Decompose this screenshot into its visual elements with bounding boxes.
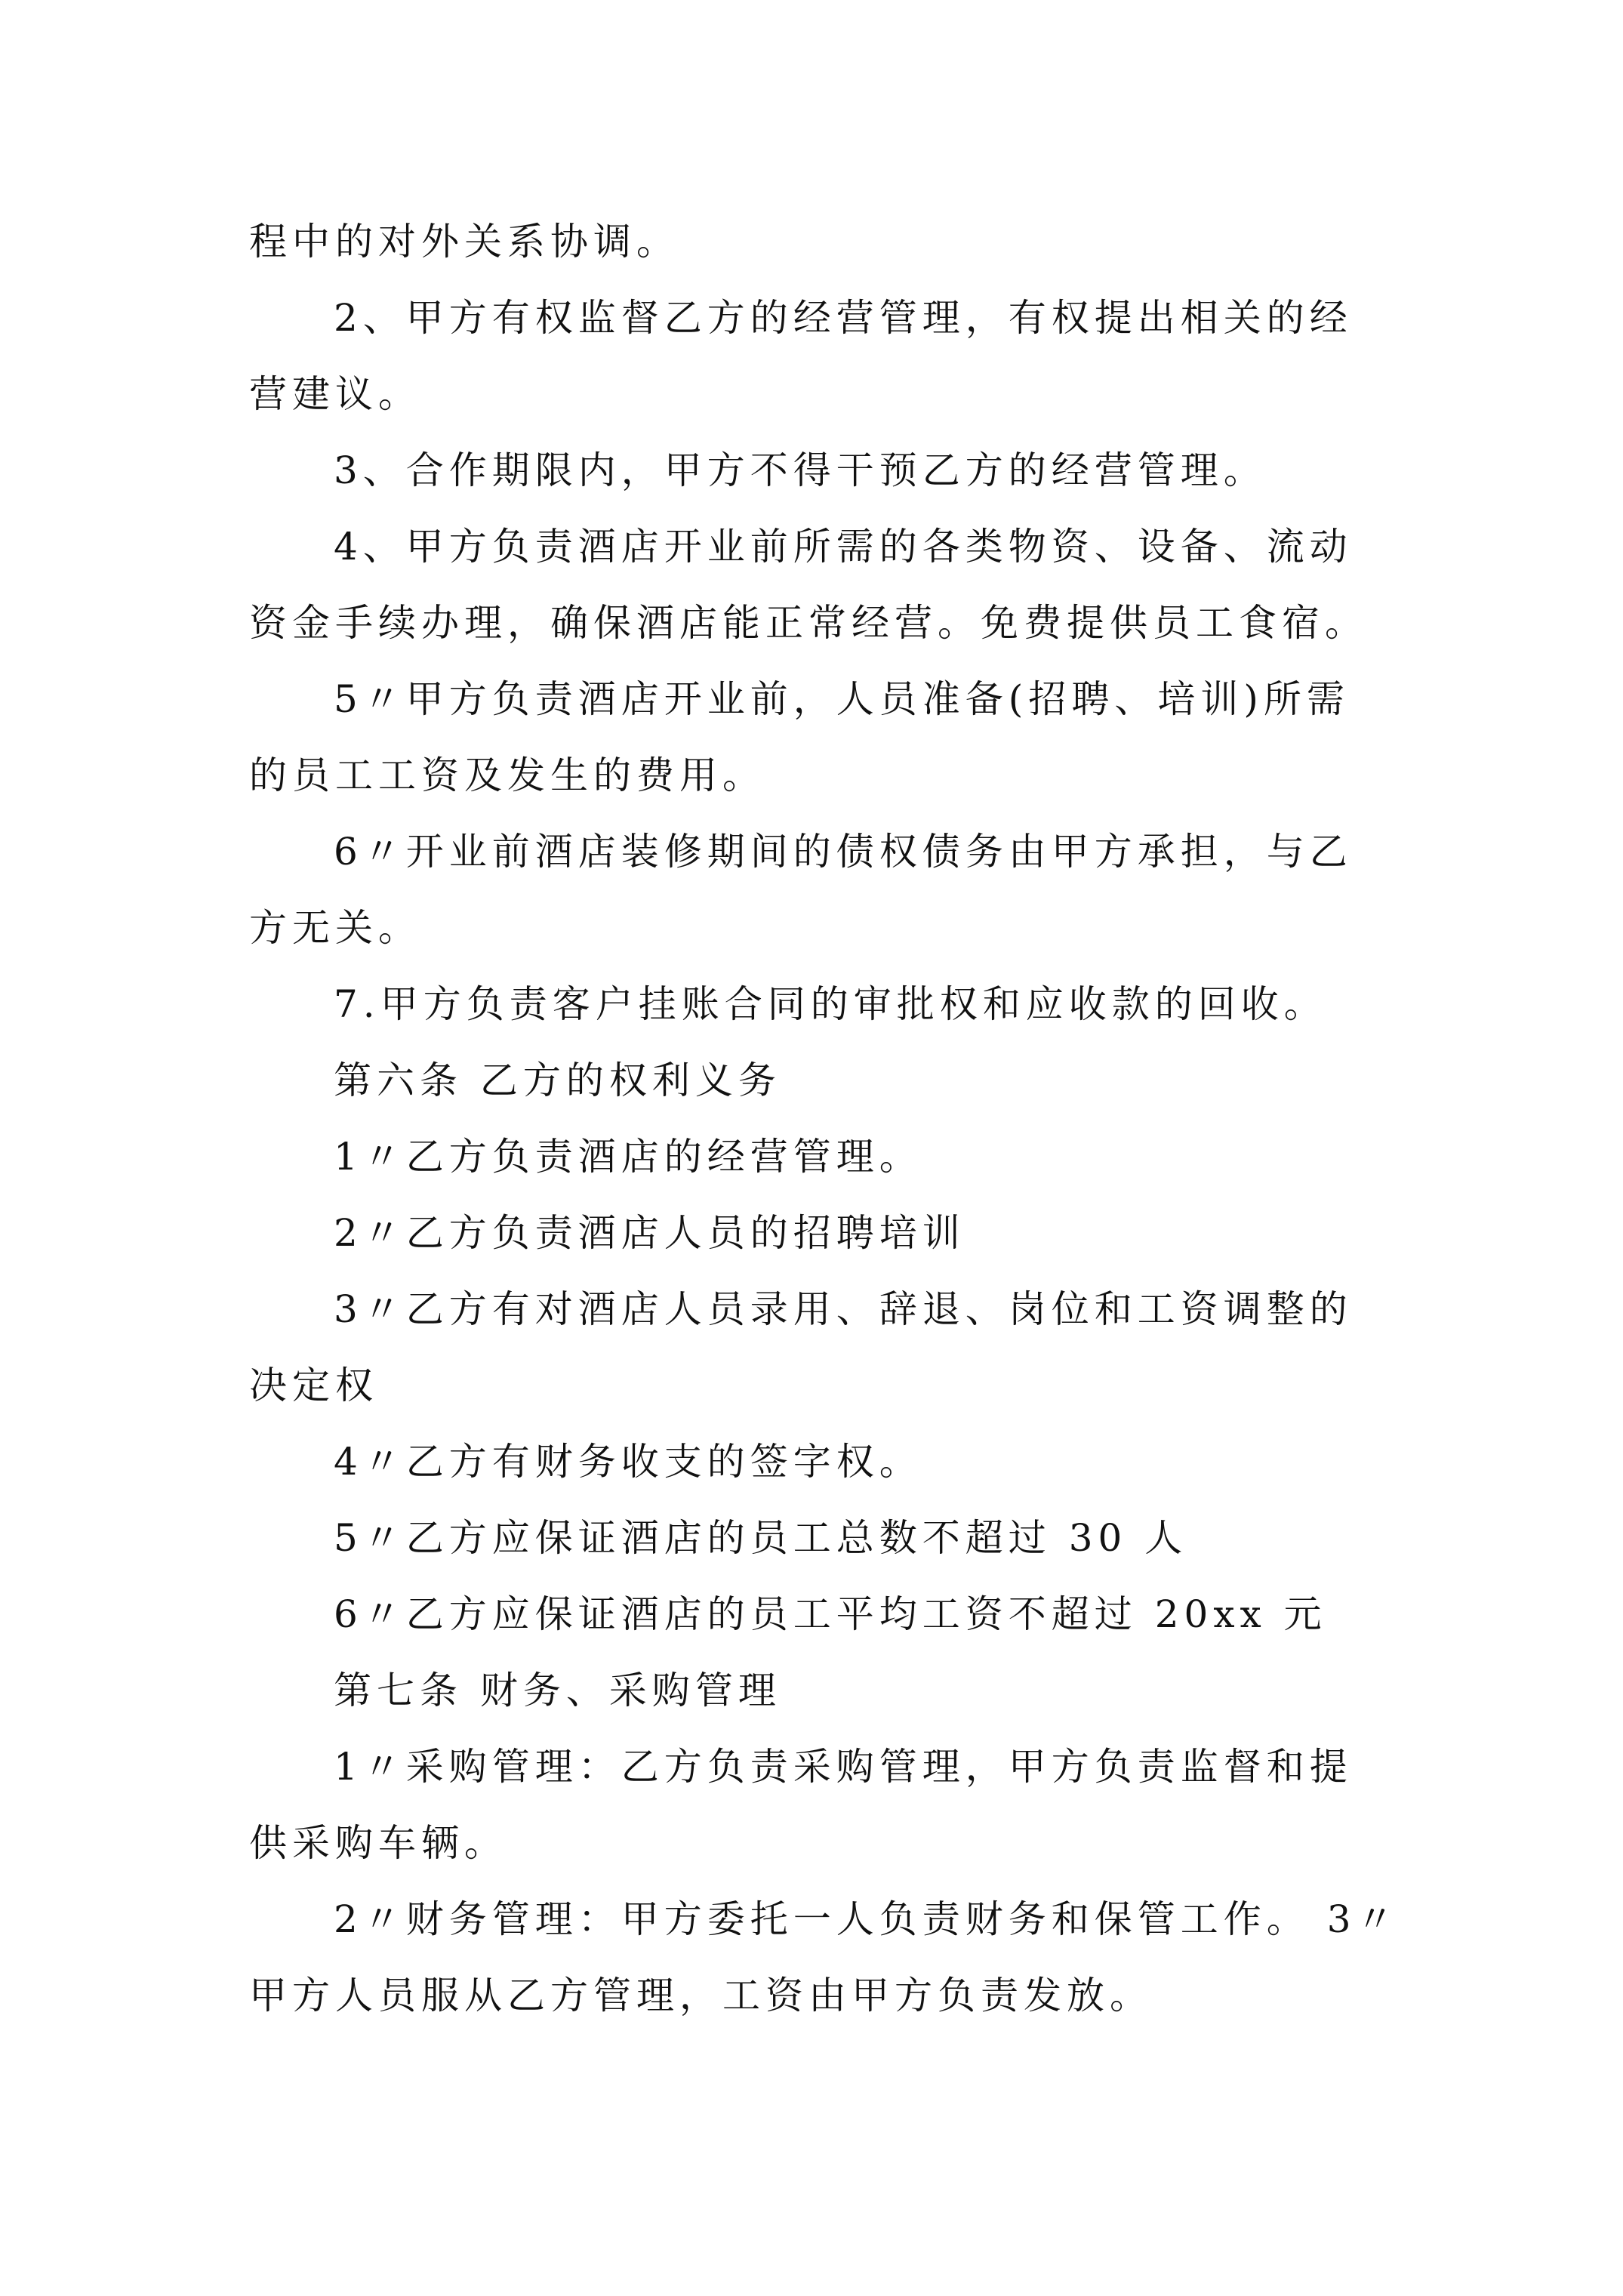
text-line: 供采购车辆。	[249, 1821, 507, 1865]
text-line: 6〃开业前酒店装修期间的债权债务由甲方承担，与乙	[334, 830, 1353, 874]
text-line: 程中的对外关系协调。	[249, 220, 679, 264]
text-line: 的员工工资及发生的费用。	[249, 754, 765, 797]
text-line: 4〃乙方有财务收支的签字权。	[334, 1440, 922, 1484]
text-line: 3〃乙方有对酒店人员录用、辞退、岗位和工资调整的	[334, 1287, 1353, 1331]
document-body	[249, 204, 1400, 2034]
text-line: 1〃采购管理：乙方负责采购管理，甲方负责监督和提	[334, 1745, 1353, 1789]
text-line: 4、甲方负责酒店开业前所需的各类物资、设备、流动	[334, 525, 1353, 569]
text-line: 7.甲方负责客户挂账合同的审批权和应收款的回收。	[334, 982, 1327, 1026]
text-line: 2、甲方有权监督乙方的经营管理，有权提出相关的经	[334, 296, 1353, 340]
section-heading: 第六条 乙方的权利义务	[334, 1059, 781, 1102]
text-line: 2〃乙方负责酒店人员的招聘培训	[334, 1211, 965, 1255]
text-line: 甲方人员服从乙方管理，工资由甲方负责发放。	[249, 1974, 1153, 2017]
text-line: 3、合作期限内，甲方不得干预乙方的经营管理。	[334, 448, 1267, 492]
text-line: 2〃财务管理：甲方委托一人负责财务和保管工作。 3〃	[334, 1897, 1400, 1941]
text-line: 资金手续办理，确保酒店能正常经营。免费提供员工食宿。	[249, 601, 1368, 645]
text-line: 营建议。	[249, 372, 421, 416]
text-line: 5〃乙方应保证酒店的员工总数不超过 30 人	[334, 1516, 1188, 1560]
text-line: 1〃乙方负责酒店的经营管理。	[334, 1135, 922, 1179]
text-line: 6〃乙方应保证酒店的员工平均工资不超过 20xx 元	[334, 1592, 1327, 1636]
text-line: 方无关。	[249, 906, 421, 950]
section-heading: 第七条 财务、采购管理	[334, 1669, 781, 1712]
text-line: 5〃甲方负责酒店开业前，人员准备(招聘、培训)所需	[334, 677, 1350, 721]
text-line: 决定权	[249, 1364, 378, 1407]
